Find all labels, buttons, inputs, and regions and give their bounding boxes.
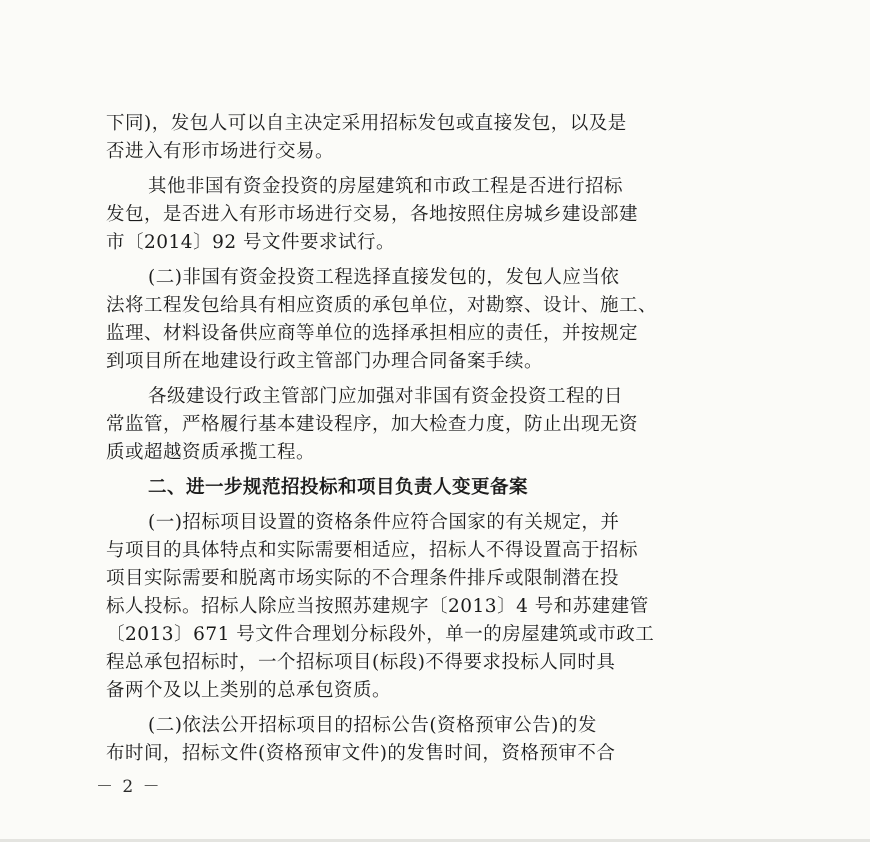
text-line: 程总承包招标时，一个招标项目(标段)不得要求投标人同时具 bbox=[106, 652, 616, 673]
text-line: 监理、材料设备供应商等单位的选择承担相应的责任，并按规定 bbox=[106, 323, 639, 344]
text-line: 与项目的具体特点和实际需要相适应，招标人不得设置高于招标 bbox=[106, 540, 639, 561]
paragraph bbox=[106, 712, 756, 768]
text-line: 其他非国有资金投资的房屋建筑和市政工程是否进行招标 bbox=[148, 176, 624, 197]
text-line: 法将工程发包给具有相应资质的承包单位，对勘察、设计、施工、 bbox=[106, 295, 658, 316]
text-line: 项目实际需要和脱离市场实际的不合理条件排斥或限制潜在投 bbox=[106, 568, 620, 589]
text-line: 发包，是否进入有形市场进行交易，各地按照住房城乡建设部建 bbox=[106, 204, 639, 225]
text-line: 备两个及以上类别的总承包资质。 bbox=[106, 680, 392, 701]
text-line: 常监管，严格履行基本建设程序，加大检查力度，防止出现无资 bbox=[106, 414, 639, 435]
section-heading: 二、进一步规范招投标和项目负责人变更备案 bbox=[148, 477, 529, 498]
text-line: (二)依法公开招标项目的招标公告(资格预审公告)的发 bbox=[148, 715, 597, 736]
text-line: 〔2013〕671 号文件合理划分标段外，单一的房屋建筑或市政工 bbox=[106, 624, 655, 645]
text-line: 布时间，招标文件(资格预审文件)的发售时间，资格预审不合 bbox=[106, 743, 616, 764]
paragraph bbox=[106, 110, 756, 166]
paragraph bbox=[106, 264, 756, 376]
text-line: 下同)，发包人可以自主决定采用招标发包或直接发包，以及是 bbox=[106, 113, 627, 134]
paragraphs-after-heading bbox=[106, 509, 756, 768]
paragraph bbox=[106, 509, 756, 705]
text-line: 否进入有形市场进行交易。 bbox=[106, 141, 335, 162]
text-line: 到项目所在地建设行政主管部门办理合同备案手续。 bbox=[106, 351, 544, 372]
paragraph bbox=[106, 173, 756, 257]
document-body bbox=[106, 110, 756, 775]
text-line: 质或超越资质承揽工程。 bbox=[106, 442, 316, 463]
paragraph bbox=[106, 383, 756, 467]
paragraphs-before-heading bbox=[106, 110, 756, 467]
text-line: 市〔2014〕92 号文件要求试行。 bbox=[106, 232, 396, 253]
text-line: (一)招标项目设置的资格条件应符合国家的有关规定，并 bbox=[148, 512, 620, 533]
text-line: (二)非国有资金投资工程选择直接发包的，发包人应当依 bbox=[148, 267, 620, 288]
page-number: － 2 － bbox=[96, 777, 162, 797]
text-line: 标人投标。招标人除应当按照苏建规字〔2013〕4 号和苏建建管 bbox=[106, 596, 649, 617]
text-line: 各级建设行政主管部门应加强对非国有资金投资工程的日 bbox=[148, 386, 624, 407]
